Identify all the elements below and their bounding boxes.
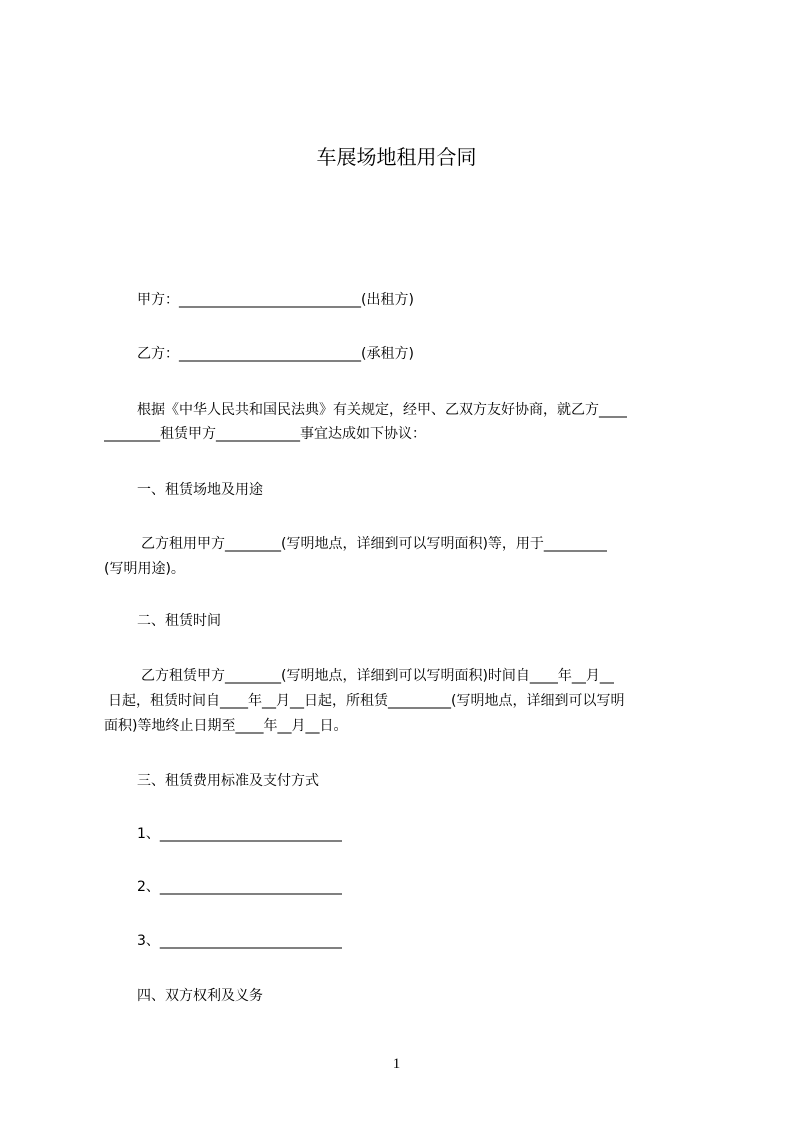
section-heading: 三、租赁费用标准及支付方式: [137, 773, 319, 789]
section-text-line: (写明用途)。: [104, 561, 185, 577]
section-heading: 四、双方权利及义务: [137, 988, 263, 1004]
section-text-line: 日起，租赁时间自____年__月__日起，所租赁_________(写明地点，详细到可以写明: [108, 693, 625, 709]
party-a-line: 甲方：__________________________(出租方): [137, 292, 414, 308]
section-text-line: 面积)等地终止日期至____年__月__日。: [104, 718, 348, 734]
party-b-line: 乙方：__________________________(承租方): [137, 346, 414, 362]
document-title: 车展场地租用合同: [316, 145, 477, 169]
section-heading: 一、租赁场地及用途: [137, 482, 263, 498]
section-text-line: 乙方租赁甲方________(写明地点，详细到可以写明面积)时间自____年__月__: [141, 668, 614, 684]
list-item: 2、__________________________: [137, 879, 342, 895]
list-item: 3、__________________________: [137, 933, 342, 949]
preamble-line: ________租赁甲方____________事宜达成如下协议：: [104, 426, 426, 442]
section-text-line: 乙方租用甲方________(写明地点，详细到可以写明面积)等，用于_________: [141, 536, 607, 552]
page-number: 1: [392, 1056, 401, 1072]
preamble-line: 根据《中华人民共和国民法典》有关规定，经甲、乙双方友好协商，就乙方____: [137, 402, 627, 418]
list-item: 1、__________________________: [137, 826, 342, 842]
section-heading: 二、租赁时间: [137, 613, 221, 629]
